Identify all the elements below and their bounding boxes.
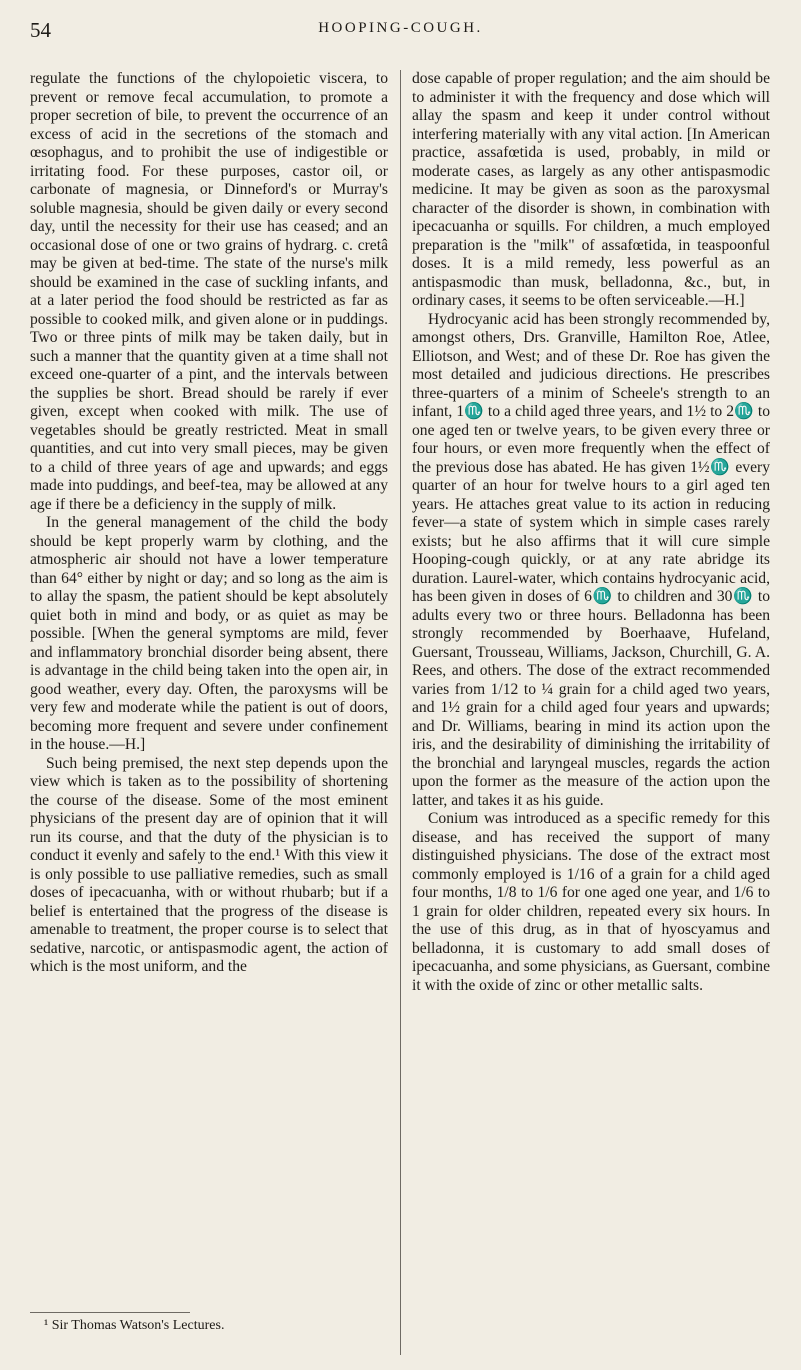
footnote: ¹ Sir Thomas Watson's Lectures.	[44, 1318, 225, 1333]
left-paragraph-3: Such being premised, the next step depends upon the view which is taken as to the possibility of shortening the course of the disease. Some of the most eminent physicians of the present day are of opinion that it will run its course, and that the duty of the physician is to conduct it evenly and safely to the end.¹ With this view it is only possible to use palliative remedies, such as small doses of ipecacuanha, with or without rhubarb; but if a belief is entertained that the progress of the disease is amenable to treatment, the proper course is to select that sedative, narcotic, or antispasmodic agent, the action of which is the most uniform, and the	[30, 754, 388, 975]
left-column	[30, 70, 388, 1360]
page-header	[0, 18, 801, 44]
right-paragraph-3: Conium was introduced as a specific remedy for this disease, and has received the support of many distinguished physicians. The dose of the extract most commonly employed is 1/16 of a grain for a child aged four months, 1/8 to 1/6 for one aged one year, and 1/6 to 1 grain for older children, repeated every six hours. In the use of this drug, as in that of hyoscyamus and belladonna, it is customary to add small doses of ipecacuanha, and some physicians, as Guersant, combine it with the oxide of zinc or other metallic salts.	[412, 810, 770, 994]
column-divider	[400, 70, 401, 1355]
right-paragraph-1: dose capable of proper regulation; and the aim should be to administer it with the frequency and dose which will allay the spasm and keep it under control without interfering materially with any vital action. [In American practice, assafœtida is used, probably, in mild or moderate cases, as largely as any other antispasmodic medicine. It may be given as soon as the paroxysmal character of the disorder is shown, in combination with ipecacuanha or squills. For children, a much employed preparation is the "milk" of assafœtida, in teaspoonful doses. It is a mild remedy, less powerful as an antispasmodic than musk, belladonna, &c., but, in ordinary cases, it seems to be often serviceable.—H.]	[412, 70, 770, 309]
left-paragraph-2: In the general management of the child the body should be kept properly warm by clothing, and the atmospheric air should not have a lower temperature than 64° either by night or day; and so long as the aim is to allay the spasm, the patient should be kept absolutely quiet both in mind and body, or as quiet as may be possible. [When the general symptoms are mild, fever and inflammatory bronchial disorder being absent, there is advantage in the child being taken into the open air, in good weather, every day. Often, the paroxysms will be very few and moderate while the patient is out of doors, becoming more frequent and severe under confinement in the house.—H.]	[30, 514, 388, 753]
footnote-rule	[30, 1312, 190, 1313]
page-number: 54	[30, 18, 51, 42]
running-head: HOOPING-COUGH.	[318, 20, 483, 36]
right-column	[412, 70, 770, 1360]
right-paragraph-2: Hydrocyanic acid has been strongly recommended by, amongst others, Drs. Granville, Hamilton Roe, Atlee, Elliotson, and West; and of these Dr. Roe has given the most detailed and judicious directions. He prescribes three-quarters of a minim of Scheele's strength to an infant, 1♏ to a child aged three years, and 1½ to 2♏ to one aged ten or twelve years, to be given every three or four hours, or even more frequently when the effect of the previous dose has abated. He has given 1½♏ every quarter of an hour for twelve hours to a girl aged ten years. He attaches great value to its action in reducing fever—a state of system which in simple cases rarely exists; but he also affirms that it will cure simple Hooping-cough quickly, or at any rate abridge its duration. Laurel-water, which contains hydrocyanic acid, has been given in doses of 6♏ to children and 30♏ to adults every two or three hours. Belladonna has been strongly recommended by Boerhaave, Hufeland, Guersant, Trousseau, Williams, Jackson, Churchill, G. A. Rees, and others. The dose of the extract recommended varies from 1/12 to ¼ grain for a child aged two years, and 1½ grain for a child aged four years and upwards; and Dr. Williams, bearing in mind its action upon the iris, and the desirability of diminishing the irritability of the bronchial and laryngeal muscles, regards the action upon the former as the measure of the action upon the latter, and takes it as his guide.	[412, 310, 770, 809]
left-paragraph-1: regulate the functions of the chylopoietic viscera, to prevent or remove fecal accumulation, to promote a proper secretion of bile, to prevent the occurrence of an excess of acid in the secretions of the stomach and œsophagus, and to prohibit the use of indigestible or irritating food. For these purposes, castor oil, or carbonate of magnesia, or Dinneford's or Murray's soluble magnesia, should be given daily or every second day, until the necessity for their use has ceased; and an occasional dose of one or two grains of hydrarg. c. cretâ may be given at bed-time. The state of the nurse's milk should be examined in the case of suckling infants, and at a later period the food should be restricted as far as possible to cooked milk, and given alone or in puddings. Two or three pints of milk may be taken daily, but in such a manner that the quantity given at a time shall not exceed one-quarter of a pint, and the intervals between the supplies be short. Bread should be rarely if ever given, except when cooked with milk. The use of vegetables should be greatly restricted. Meat in small quantities, and cut into very small pieces, may be given to a child of three years of age and upwards; and eggs made into puddings, and beef-tea, may be allowed at any age if there be a deficiency in the supply of milk.	[30, 70, 388, 513]
text-columns	[30, 70, 775, 1360]
